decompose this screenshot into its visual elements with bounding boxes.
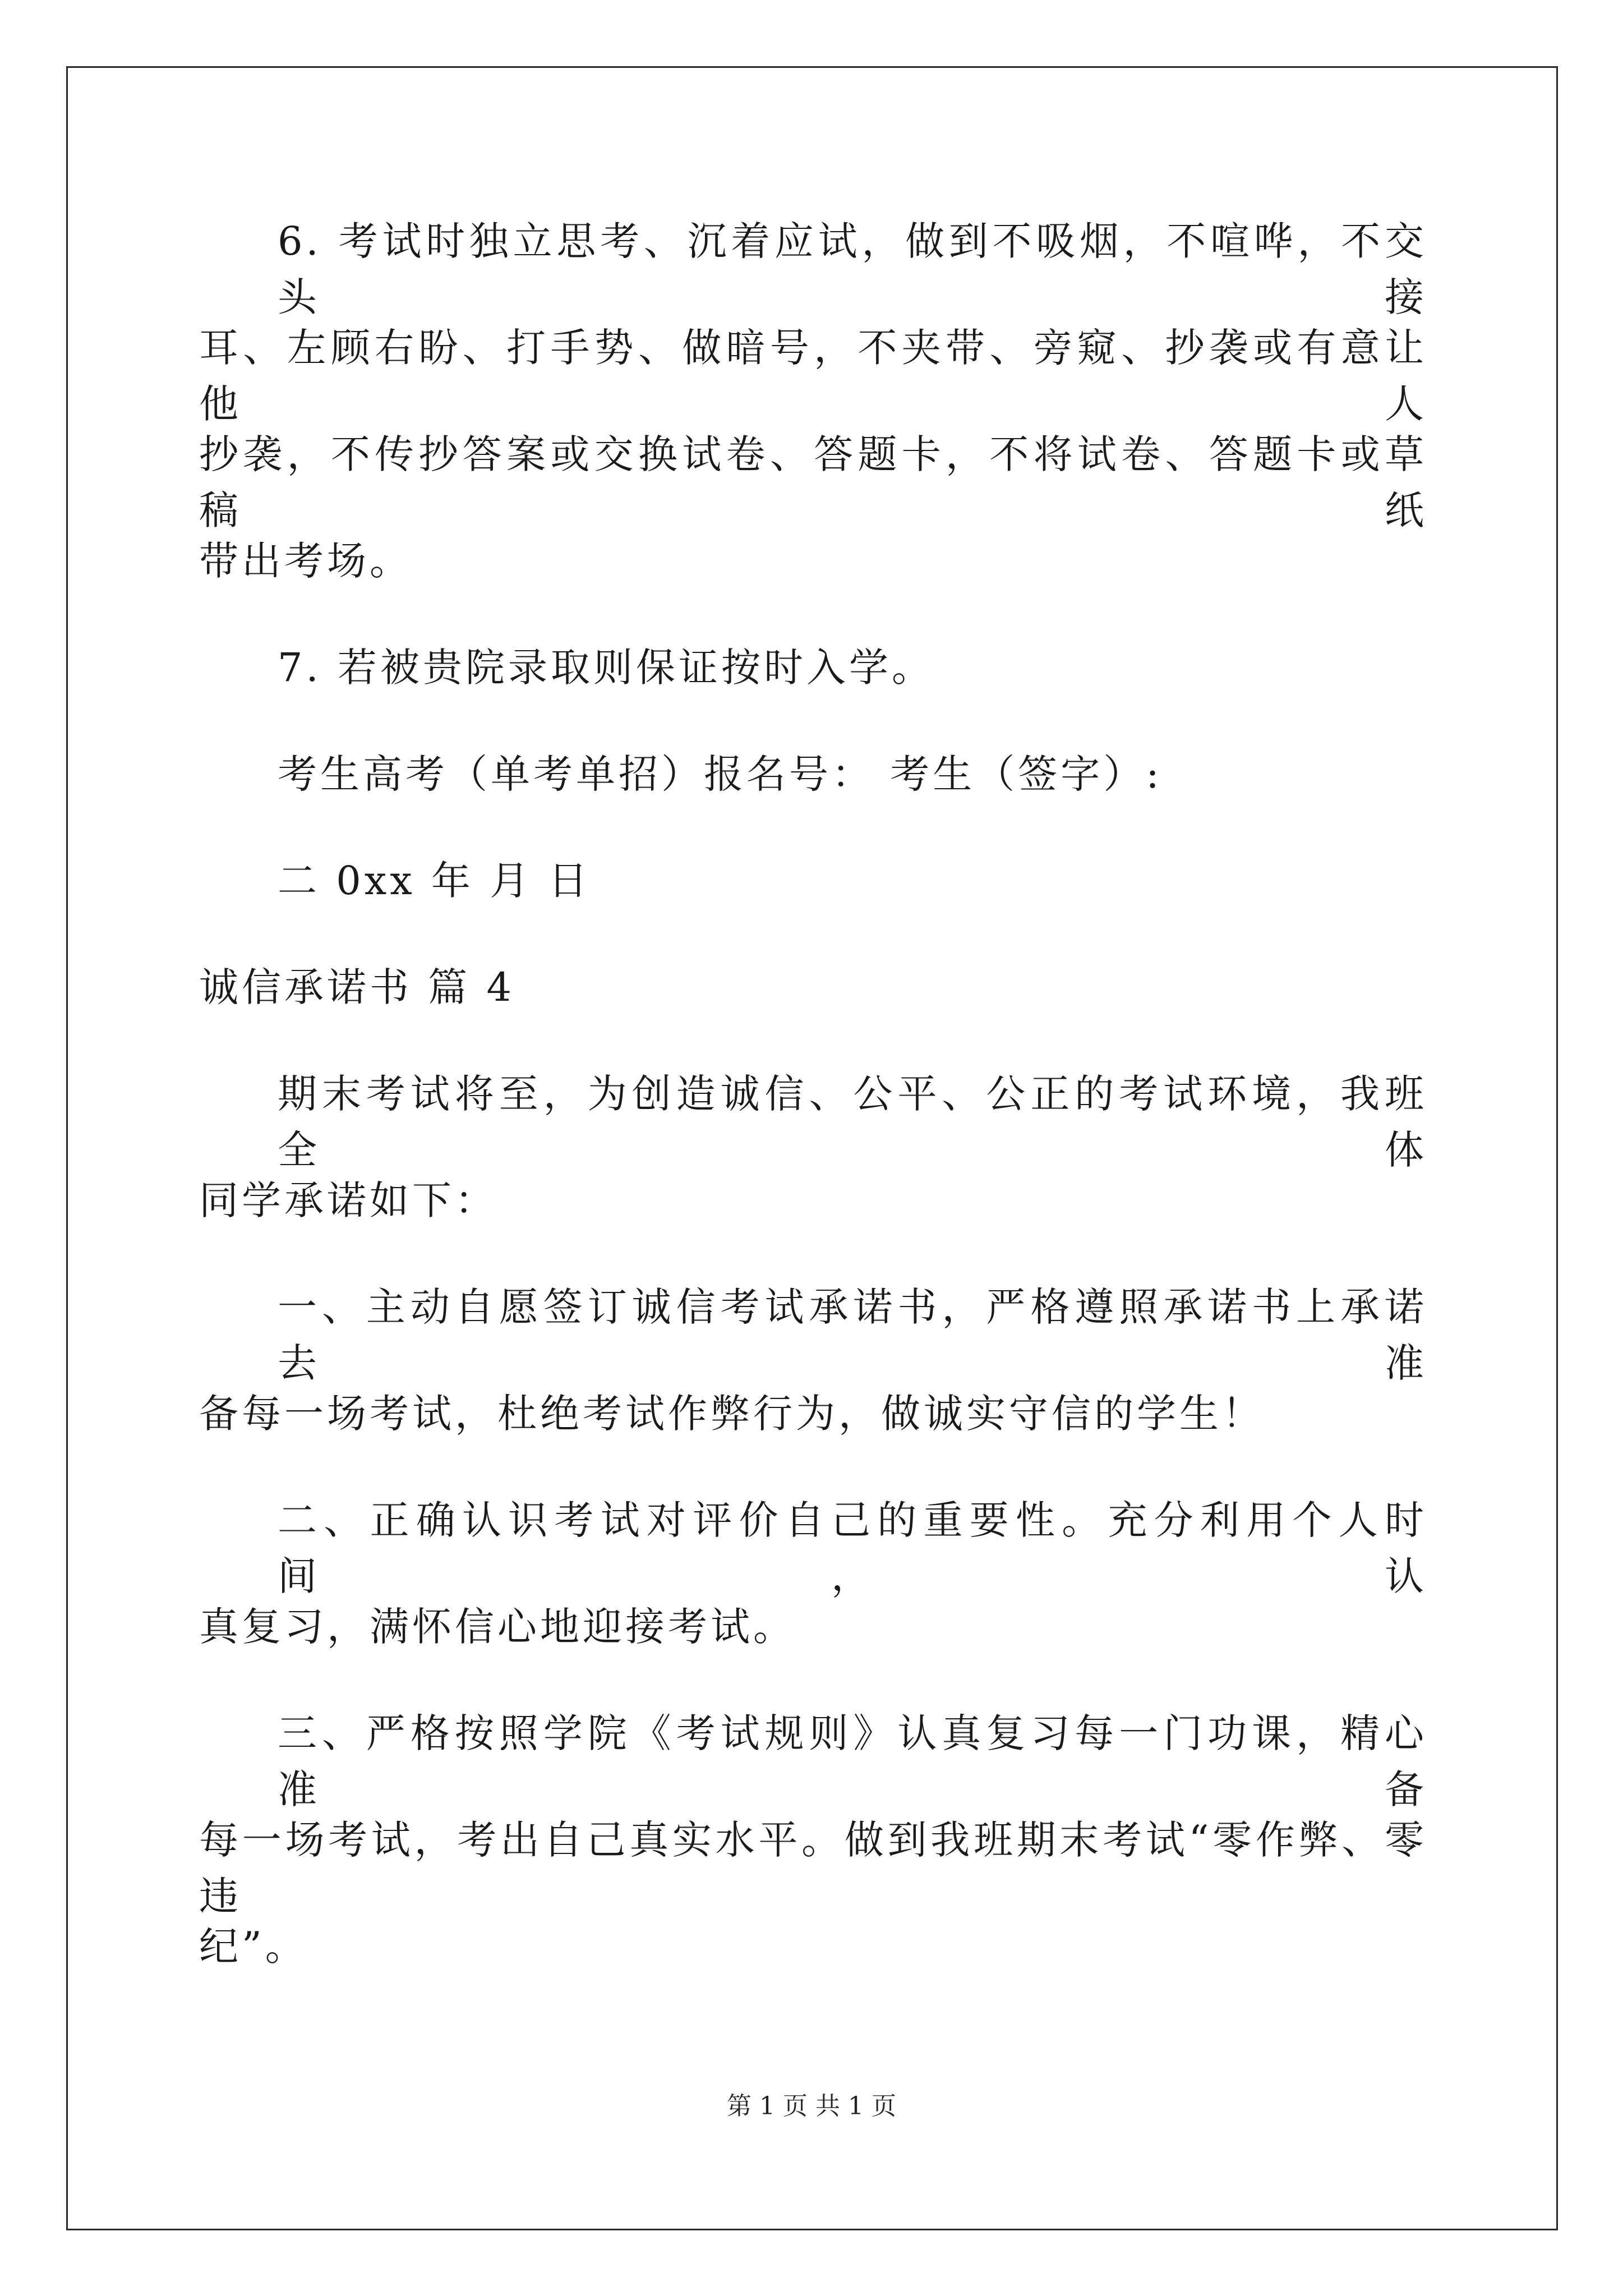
intro-line-1: 期末考试将至，为创造诚信、公平、公正的考试环境，我班全体 bbox=[278, 1071, 1427, 1173]
paragraph-6-line-1: 6. 考试时独立思考、沉着应试，做到不吸烟，不喧哗，不交头接 bbox=[278, 218, 1427, 320]
item-3-line-2: 每一场考试，考出自己真实水平。做到我班期末考试“零作弊、零违 bbox=[199, 1817, 1427, 1919]
paragraph-7: 7. 若被贵院录取则保证按时入学。 bbox=[278, 645, 935, 691]
section-heading: 诚信承诺书 篇 4 bbox=[199, 964, 515, 1010]
item-1-line-1: 一、主动自愿签订诚信考试承诺书，严格遵照承诺书上承诺去准 bbox=[278, 1284, 1427, 1386]
page-footer: 第 1 页 共 1 页 bbox=[727, 2092, 896, 2120]
signature-line: 考生高考（单考单招）报名号： 考生（签字）: bbox=[278, 751, 1163, 797]
item-3-line-1: 三、严格按照学院《考试规则》认真复习每一门功课，精心准备 bbox=[278, 1710, 1427, 1812]
item-3-line-3: 纪”。 bbox=[199, 1924, 308, 1970]
item-2-line-1: 二、正确认识考试对评价自己的重要性。充分利用个人时间，认 bbox=[278, 1497, 1427, 1599]
item-1-line-2: 备每一场考试，杜绝考试作弊行为，做诚实守信的学生！ bbox=[199, 1391, 1265, 1437]
intro-line-2: 同学承诺如下： bbox=[199, 1177, 497, 1223]
paragraph-6-line-3: 抄袭，不传抄答案或交换试卷、答题卡，不将试卷、答题卡或草稿纸 bbox=[199, 431, 1427, 533]
paragraph-6-line-4: 带出考场。 bbox=[199, 538, 412, 584]
item-2-line-2: 真复习，满怀信心地迎接考试。 bbox=[199, 1604, 796, 1650]
date-line: 二 0xx 年 月 日 bbox=[278, 858, 591, 904]
paragraph-6-line-2: 耳、左顾右盼、打手势、做暗号，不夹带、旁窥、抄袭或有意让他人 bbox=[199, 325, 1427, 427]
